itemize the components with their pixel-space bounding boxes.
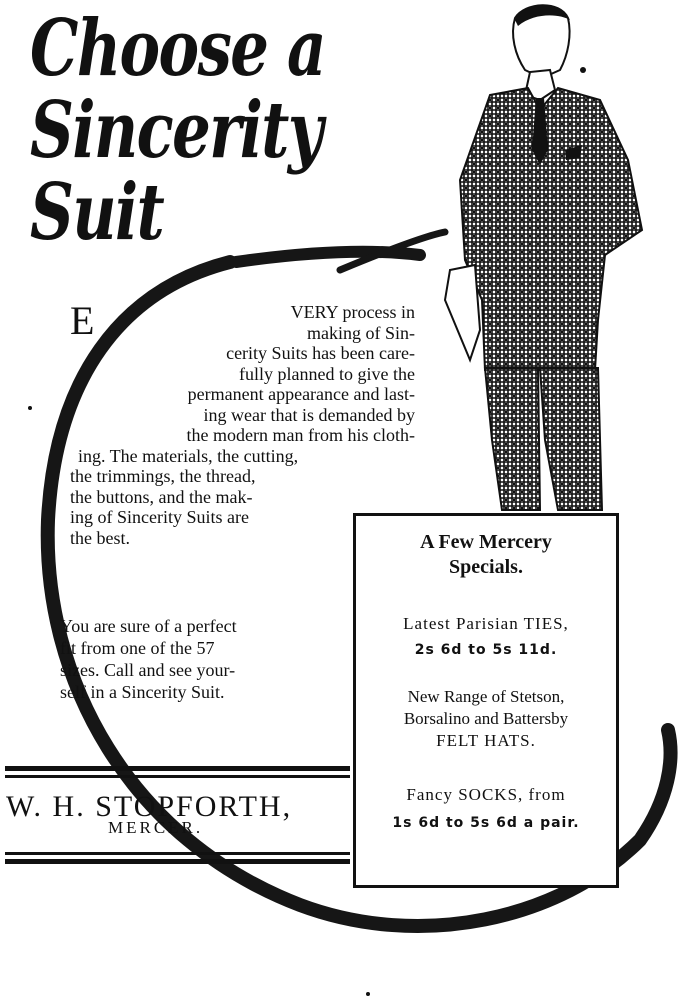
body-line: ing wear that is demanded by	[203, 404, 415, 425]
socks-item	[366, 784, 606, 834]
hats-line-1: New Range of Stetson,	[407, 687, 565, 706]
body-line: ing. The materials, the cutting,	[78, 445, 299, 466]
headline-line-1: Choose a	[30, 3, 325, 94]
body-line: fit from one of the 57	[60, 638, 215, 658]
mercery-specials-box	[353, 513, 619, 888]
drop-cap: E	[70, 298, 95, 343]
body-paragraph-2	[60, 615, 330, 703]
body-line: the trimmings, the thread,	[70, 466, 256, 486]
specials-title-line-2: Specials.	[449, 556, 523, 578]
socks-price: 1s 6d to 5s 6d a pair.	[392, 815, 580, 831]
merchant-title: MERCER.	[108, 818, 204, 837]
body-line: ing of Sincerity Suits are	[70, 507, 249, 527]
body-line: the buttons, and the mak-	[70, 486, 253, 507]
man-in-suit-illustration	[430, 0, 685, 520]
body-line: self in a Sincerity Suit.	[60, 682, 225, 702]
specials-title	[356, 530, 616, 580]
body-paragraph-1	[70, 298, 415, 548]
rule-bottom-2	[5, 859, 350, 864]
body-line: the modern man from his cloth-	[186, 425, 415, 445]
body-line: VERY process in	[290, 302, 415, 322]
rule-bottom-1	[5, 852, 350, 855]
hats-line-2: Borsalino and Battersby	[403, 709, 569, 728]
socks-line: Fancy SOCKS, from	[406, 785, 566, 804]
body-line: making of Sin-	[307, 322, 415, 343]
ties-line: Latest Parisian TIES,	[403, 614, 569, 633]
headline	[30, 3, 358, 258]
body-line: cerity Suits has been care-	[226, 343, 415, 363]
body-line: the best.	[70, 527, 130, 548]
body-line: sizes. Call and see your-	[60, 660, 236, 680]
hats-item	[366, 686, 606, 752]
headline-line-3: Suit	[30, 167, 164, 258]
ties-price: 2s 6d to 5s 11d.	[414, 642, 558, 658]
headline-line-2: Sincerity	[30, 85, 322, 176]
rule-top-2	[5, 775, 350, 778]
body-line: fully planned to give the	[239, 363, 415, 384]
ties-item	[366, 613, 606, 661]
rule-top-1	[5, 766, 350, 771]
hats-line-3: FELT HATS.	[436, 731, 536, 750]
specials-title-line-1: A Few Mercery	[420, 531, 552, 553]
merchant-name: W. H. STOPFORTH,	[6, 790, 293, 823]
body-line: permanent appearance and last-	[187, 384, 415, 404]
body-line: You are sure of a perfect	[60, 616, 237, 636]
